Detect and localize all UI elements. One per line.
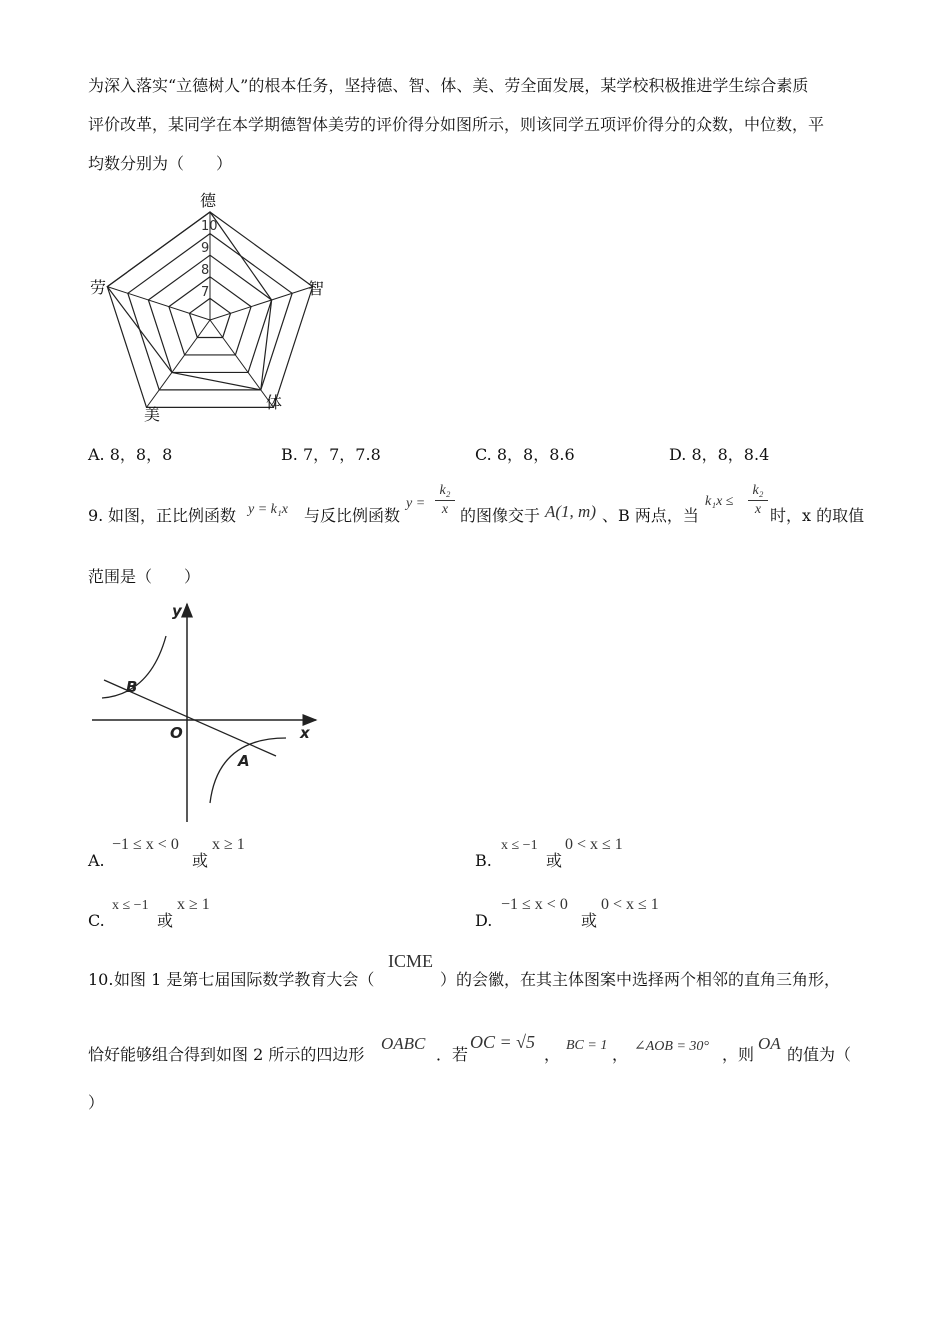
option-text: 7，7，7.8 xyxy=(302,445,381,464)
q10-oc: OC = √5 xyxy=(470,1032,536,1052)
option-math-1: x ≤ −1 xyxy=(112,898,149,913)
q10-text-1: 如图 1 是第七届国际数学教育大会（ xyxy=(114,970,375,989)
fraction-bar xyxy=(435,500,455,501)
q10-line-2b: ．若 xyxy=(436,1045,469,1064)
option-letter: D. xyxy=(669,445,687,464)
q10-oa: OA xyxy=(758,1034,781,1053)
q9-text-4: 、B 两点，当 xyxy=(602,506,699,525)
q9-point-a: A(1, m) xyxy=(545,502,596,521)
fraction-bar xyxy=(748,500,768,501)
radar-spoke xyxy=(147,320,210,407)
option-math-2: x ≥ 1 xyxy=(177,896,210,913)
q10-bc: BC = 1 xyxy=(566,1038,608,1053)
option-math-1: x ≤ −1 xyxy=(501,838,538,853)
option-or: 或 xyxy=(157,911,174,930)
q10-line-2a: 恰好能够组合得到如图 2 所示的四边形 xyxy=(88,1045,365,1064)
q9-text-3: 的图像交于 xyxy=(460,506,541,525)
q8-line-1: 为深入落实“立德树人”的根本任务，坚持德、智、体、美、劳全面发展，某学校积极推进学生综合素质 xyxy=(88,76,809,95)
radar-axis-de: 德 xyxy=(200,191,217,210)
q9-ineq-fraction xyxy=(748,483,768,518)
q8-line-3: 均数分别为（ ） xyxy=(88,154,233,173)
option-or: 或 xyxy=(581,911,598,930)
q9-line-2: 范围是（ ） xyxy=(88,567,201,586)
q10-line-2c: ，则 xyxy=(722,1045,755,1064)
option-letter: C. xyxy=(88,911,105,930)
y-axis-label: y xyxy=(172,602,182,620)
radar-tick-10: 10 xyxy=(201,219,218,234)
option-text: 8，8，8 xyxy=(109,445,173,464)
point-b-label: B xyxy=(126,678,138,696)
x-axis-label: x xyxy=(300,724,310,742)
q9-func-2-fraction xyxy=(435,483,455,518)
q10-quad: OABC xyxy=(381,1034,426,1053)
option-letter: B. xyxy=(475,851,492,870)
fraction-numerator: k₂ xyxy=(439,483,451,498)
option-text: 8，8，8.4 xyxy=(691,445,770,464)
option-math-2: x ≥ 1 xyxy=(212,836,245,853)
radar-axis-mei: 美 xyxy=(144,405,161,424)
q10-comma: ， xyxy=(544,1045,561,1064)
radar-tick-9: 9 xyxy=(201,241,210,256)
q10-line-3: ） xyxy=(88,1093,105,1112)
radar-chart xyxy=(80,186,340,426)
option-text: 8，8，8.6 xyxy=(496,445,575,464)
option-or: 或 xyxy=(192,851,209,870)
q9-text-5: 时，x 的取值 xyxy=(770,506,865,525)
q10-comma-2: ， xyxy=(612,1045,629,1064)
option-math-1: −1 ≤ x < 0 xyxy=(501,896,568,913)
option-letter: D. xyxy=(475,911,493,930)
radar-tick-7: 7 xyxy=(201,285,210,300)
q8-option-a[interactable] xyxy=(88,444,172,466)
q8-option-c[interactable] xyxy=(475,444,575,466)
radar-spokes xyxy=(107,212,312,407)
radar-axis-lao: 劳 xyxy=(90,278,107,297)
radar-spoke xyxy=(107,287,210,320)
q8-line-2: 评价改革，某同学在本学期德智体美劳的评价得分如图所示，则该同学五项评价得分的众数，中位数，平 xyxy=(88,115,825,134)
option-or: 或 xyxy=(546,851,563,870)
q9-text-2: 与反比例函数 xyxy=(304,506,401,525)
q9-ineq-left: k₁x ≤ xyxy=(705,494,734,509)
q10-text-2: ）的会徽，在其主体图案中选择两个相邻的直角三角形， xyxy=(440,970,841,989)
option-math-2: 0 < x ≤ 1 xyxy=(601,896,659,913)
hyperbola-branch-lower-right xyxy=(210,738,286,803)
point-a-label: A xyxy=(238,752,250,770)
q9-text-1: 如图，正比例函数 xyxy=(108,506,237,525)
option-letter: B. xyxy=(281,445,298,464)
option-letter: C. xyxy=(475,445,492,464)
q9-number: 9. xyxy=(88,506,104,525)
option-math-1: −1 ≤ x < 0 xyxy=(112,836,179,853)
q10-icme: ICME xyxy=(388,951,433,971)
q9-function-graph xyxy=(90,598,330,826)
q10-number: 10. xyxy=(88,970,114,989)
q10-line-2d: 的值为（ xyxy=(787,1045,852,1064)
fraction-numerator: k₂ xyxy=(752,483,764,498)
fraction-denominator: x xyxy=(754,502,762,517)
q10-angle-aob: ∠AOB = 30° xyxy=(634,1039,709,1054)
option-math-2: 0 < x ≤ 1 xyxy=(565,836,623,853)
option-letter: A. xyxy=(88,851,105,870)
fraction-denominator: x xyxy=(441,502,449,517)
radar-spoke xyxy=(210,287,313,320)
option-letter: A. xyxy=(88,445,105,464)
radar-tick-8: 8 xyxy=(201,263,210,278)
q9-func-1: y = k₁x xyxy=(248,502,288,517)
q9-func-2-left: y = xyxy=(406,496,426,511)
q8-option-d[interactable] xyxy=(669,444,769,466)
radar-axis-ti: 体 xyxy=(266,393,283,412)
q8-option-b[interactable] xyxy=(281,444,381,466)
origin-label: O xyxy=(170,724,183,742)
radar-axis-zhi: 智 xyxy=(308,279,325,298)
